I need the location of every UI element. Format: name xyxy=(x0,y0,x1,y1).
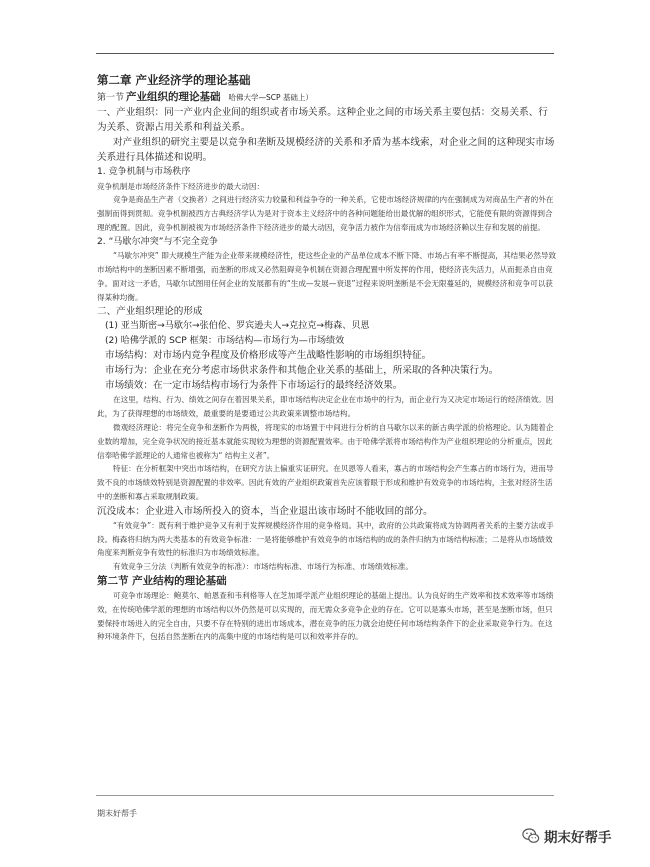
chapter-title: 第二章 产业经济学的理论基础 xyxy=(97,73,251,87)
section-title-2: 第二节 产业结构的理论基础 xyxy=(97,574,227,587)
paragraph: 特征：在分析框架中突出市场结构，在研究方法上偏重实证研究。在贝恩等人看来，寡占的市场结构会产生寡占的市场行为，进而导致不良的市场绩效特别是资源配置的非效率。因此有效的产业组织政策首先应该着眼于形成和维护有效竞争的市场结构，主张对经济生活中的垄断和寡占采取规制政策。 xyxy=(97,464,554,501)
content-area xyxy=(97,72,557,644)
list-item: (2) 哈佛学派的 SCP 框架：市场结构—市场行为—市场绩效 xyxy=(105,335,345,346)
subheading: 2. “马歇尔冲突”与不完全竞争 xyxy=(97,236,219,247)
paragraph: 对产业组织的研究主要是以竞争和垄断及规模经济的关系和矛盾为基本线索，对企业之间的这种现实市场关系进行具体描述和说明。 xyxy=(97,137,555,163)
paragraph: 有效竞争三分法（判断有效竞争的标准）：市场结构标准、市场行为标准、市场绩效标准。 xyxy=(113,562,413,572)
footer-text: 期末好帮手 xyxy=(97,809,137,818)
section-heading xyxy=(97,90,557,105)
definition: 市场绩效：在一定市场结构市场行为条件下市场运行的最终经济效果。 xyxy=(105,380,403,392)
paragraph: 在这里，结构、行为、绩效之间存在着因果关系，即市场结构决定企业在市场中的行为，而企业行为又决定市场运行的经济绩效。因此，为了获得理想的市场绩效，最重要的是要通过公共政策来调整市场结构。 xyxy=(97,395,554,419)
footer-rule xyxy=(96,795,554,796)
section-title: 产业组织的理论基础 xyxy=(126,91,221,103)
paragraph: 竞争机制是市场经济条件下经济进步的最大动因： xyxy=(97,181,265,191)
section-label: 第一节 xyxy=(97,93,125,103)
watermark-text: 期末好帮手 xyxy=(544,830,612,846)
watermark xyxy=(522,826,612,846)
paragraph: 竞争是商品生产者（交换者）之间进行经济实力较量和利益争夺的一种关系，它使市场经济规律的内在强制成为对商品生产者的外在强制而得到贯彻。竞争机制被西方古典经济学认为是对于资本主义经济中的各种问题能给出最优解的组织形式，它能使有限的资源得到合理的配置。因此，竞争机制被视为市场经济条件下经济进步的最大动因，竞争活力被作为信奉而成为市场经济赖以生存和发展的前提。 xyxy=(97,195,554,232)
paragraph: 一、产业组织：同一产业内企业间的组织或者市场关系。这种企业之间的市场关系主要包括：交易关系、行为关系、资源占用关系和利益关系。 xyxy=(97,107,548,133)
subheading: 1. 竞争机制与市场秩序 xyxy=(97,167,191,177)
subheading: 二、产业组织理论的形成 xyxy=(97,306,203,318)
paragraph: 可竞争市场理论：鲍莫尔、帕恩查和韦利格等人在芝加哥学派产业组织理论的基础上提出。认为良好的生产效率和技术效率等市场绩效，在传统哈佛学派的理想的市场结构以外仍然是可以实现的，而无需众多竞争企业的存在。它可以是寡头市场，甚至是垄断市场，但只要保持市场进入的完全自由，只要不存在特别的进出市场成本，潜在竞争的压力就会迫使任何市场结构条件下的企业采取竞争行为。在这种环境条件下，包括自然垄断在内的高集中度的市场结构是可以和效率并存的。 xyxy=(97,590,554,642)
paragraph: “马歇尔冲突” 即大规模生产能为企业带来规模经济性，使这些企业的产品单位成本不断下降、市场占有率不断提高，其结果必然导致市场结构中的垄断因素不断增强，而垄断的形成又必然阻碍竞争机制在资源合理配置中所发挥的作用，使经济丧失活力，从而扼杀自由竞争。面对这一矛盾，马歇尔试图用任何企业的发展都有的“生成—发展—衰退”过程来说明垄断是不会无限蔓延的，规模经济和竞争可以获得某种均衡。 xyxy=(97,251,557,302)
definition: 市场结构：对市场内竞争程度及价格形成等产生战略性影响的市场组织特征。 xyxy=(105,350,432,362)
list-item: (1) 亚当斯密→马歇尔→张伯伦、罗宾逊夫人→克拉克→梅森、贝恩 xyxy=(105,321,370,332)
section-note: 哈佛大学—SCP 基础上） xyxy=(228,93,313,102)
definition: 沉没成本：企业进入市场所投入的资本，当企业退出该市场时不能收回的部分。 xyxy=(97,505,433,517)
wechat-icon xyxy=(522,827,540,845)
header-rule xyxy=(96,53,554,54)
definition: 市场行为：企业在充分考虑市场供求条件和其他企业关系的基础上，所采取的各种决策行为。 xyxy=(105,365,499,377)
paragraph: 微观经济理论：将完全竞争和垄断作为两极，将现实的市场置于中间进行分析的自马歇尔以来的新古典学派的价格理论。认为随着企业数的增加，完全竞争状况的接近基本就能实现较为理想的资源配置效率。由于哈佛学派将市场结构作为产业组织理论的分析重点，因此信奉哈佛学派理论的人通常也被称为“ 结构主义者”。 xyxy=(97,422,554,460)
paragraph: “有效竞争”：既有利于维护竞争又有利于发挥规模经济作用的竞争格局。其中，政府的公共政策将成为协调两者关系的主要方法或手段。梅森将归纳为两大类基本的有效竞争标准：一是将能够维护有效竞争的市场结构的成的条件归纳为市场结构标准；二是将从市场绩效角度来判断竞争有效性的标准归为市场绩效标准。 xyxy=(97,520,554,558)
